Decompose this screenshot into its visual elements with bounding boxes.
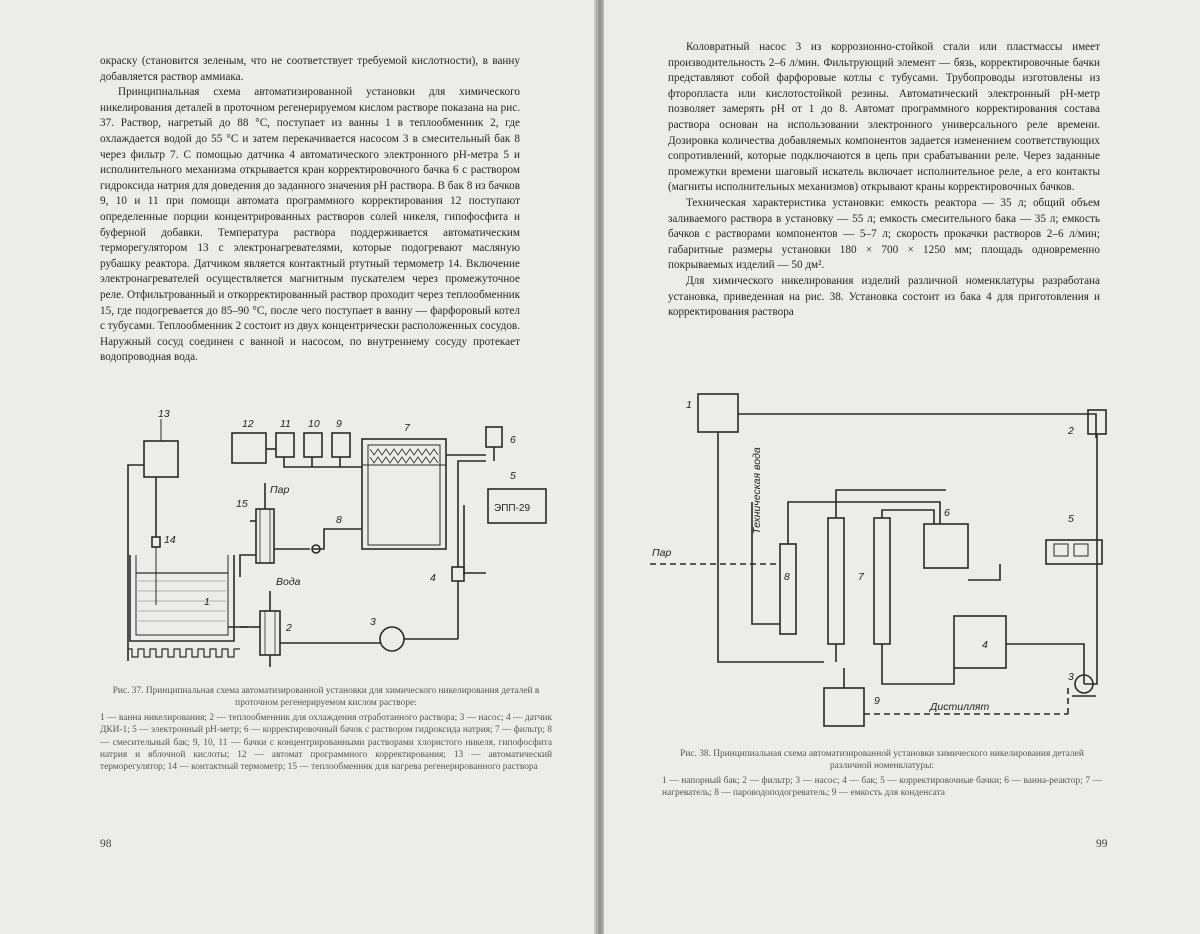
right-paragraph: Коловратный насос 3 из коррозионно-стойкой стали или пластмассы имеет производительность 2–6 л/мин. Фильтрующий элемент — бязь, корректировочные бачки представляют собой фарфоровые котлы с тубусами. Трубопроводы изготовлены из фторопласта или кислотостойкой резины. Автоматический электронный рН-метр позволяет замерять рН от 1 до 8. Автомат программного корректирования состава раствора основан на использовании электронного универсального реле времени. Дозировка количества добавляемых компонентов задается изменением соответствующих сопротивлений, которые подключаются в цепь при срабатывании реле. Через заданные промежутки времени шаговый искатель включает исполнительное реле, а его контакты (магниты исполнительных механизмов) открывают краны корректировочных бачков. (668, 41, 1100, 194)
reactor-6 (924, 524, 968, 568)
figure-38-diagram (648, 384, 1118, 744)
label-epp: ЭПП-29 (494, 503, 531, 514)
label-15: 15 (236, 498, 248, 510)
tank-11 (276, 433, 294, 457)
label-3: 3 (1068, 671, 1074, 683)
left-body-text (100, 54, 520, 366)
heater-7b (874, 518, 890, 644)
right-paragraph: Для химического никелирования изделий различной номенклатуры разработана установка, приведенная на рис. 38. Установка состоит из бака 4 для приготовления и корректирования раствора (668, 274, 1100, 319)
label-9: 9 (874, 695, 880, 707)
right-paragraph: Техническая характеристика установки: емкость реактора — 35 л; общий объем заливаемого раствора в установку — 55 л; емкость смесительного бака — 35 л; емкость бачков с растворами компонентов — 5–7 л; скорость прокачки растворов 2–6 л/мин; габаритные размеры установки 180 × 700 × 1250 мм; площадь одновременно покрываемых изделий — 50 дм². (668, 196, 1100, 272)
caption-legend: 1 — напорный бак; 2 — фильтр; 3 — насос; 4 — бак; 5 — корректировочные бачки; 6 — ванна-реактор; 7 — нагреватель; 8 — пароводоподогреватель; 9 — емкость для конденсата (662, 775, 1102, 799)
pressure-tank-1 (698, 394, 738, 432)
heat-exchanger-2 (260, 611, 280, 655)
label-4: 4 (982, 639, 988, 651)
label-11: 11 (280, 418, 291, 430)
left-paragraph: окраску (становится зеленым, что не соответствует требуемой кислотности), в ванну добавляется раствор аммиака. (100, 55, 520, 83)
label-8: 8 (784, 571, 790, 583)
label-10: 10 (308, 418, 320, 430)
label-2: 2 (1068, 425, 1074, 437)
right-page (604, 0, 1200, 934)
label-steam: Пар (652, 547, 672, 559)
pump-3 (380, 627, 404, 651)
nickeling-tank (130, 555, 234, 641)
page-number: 99 (1096, 838, 1108, 850)
tank-9 (332, 433, 350, 457)
heat-exchanger-15 (256, 509, 274, 563)
right-body-text (668, 40, 1100, 321)
caption-title: Рис. 38. Принципиальная схема автоматизированной установки химического никелирования деталей различной номенклатуры: (680, 749, 1084, 772)
left-paragraph: Принципиальная схема автоматизированной установки для химического никелирования деталей в проточном регенерируемом кислом растворе показана на рис. 37. Раствор, нагретый до 88 °С, поступает из ванны 1 в теплообменник 2, где охлаждается водой до 55 °С и затем перекачивается насосом 3 в смесительный бак 8 через фильтр 7. С помощью датчика 4 автоматического электронного рН-метра 5 и исполнительного механизма открывается кран корректировочного бачка 6 с раствором гидроксида натрия для доведения до заданного значения рН раствора. В бак 8 из бачков 9, 10 и 11 при помощи автомата программного корректирования 12 поступают определенные порции концентрированных растворов солей никеля, гипофосфита и буферной добавки. Температура раствора поддерживается автоматическим терморегулятором 13 с электронагревателями, которые подогревают масляную рубашку реактора. Датчиком является контактный ртутный термометр 14. Включение электронагревателей осуществляется магнитным пускателем через промежуточное реле. Отфильтрованный и откорректированный раствор проходит через теплообменник 15, где подогревается до 85–90 °С, после чего поступает в ванну — фарфоровый котел с тубусами. Теплообменник 2 состоит из двух концентрически расположенных сосудов. Наружный сосуд соединен с ванной и насосом, по внутреннему сосуду протекает водопроводная вода. (100, 86, 520, 364)
label-steam: Пар (270, 484, 290, 496)
figure-37-caption (100, 685, 552, 774)
label-5: 5 (510, 470, 516, 482)
label-7: 7 (858, 571, 864, 583)
thermostat-box (144, 441, 178, 477)
mixing-tank-8 (362, 439, 446, 549)
program-controller-12 (232, 433, 266, 463)
caption-title: Рис. 37. Принципиальная схема автоматизированной установки для химического никелирования деталей в проточном регенерируемом кислом растворе: (112, 686, 540, 709)
label-9: 9 (336, 418, 342, 430)
condensate-tank-9 (824, 688, 864, 726)
tank-4 (954, 616, 1006, 668)
label-distillate: Дистиллят (930, 701, 990, 713)
label-3: 3 (370, 616, 376, 628)
label-2: 2 (286, 622, 292, 634)
label-8: 8 (336, 514, 342, 526)
tank-10 (304, 433, 322, 457)
heater-7a (828, 518, 844, 644)
label-tech-water: Техническая вода (751, 447, 763, 534)
page-number: 98 (100, 838, 112, 850)
label-4: 4 (430, 572, 436, 584)
steam-heater-8 (780, 544, 796, 634)
label-13: 13 (158, 408, 170, 420)
caption-legend: 1 — ванна никелирования; 2 — теплообменник для охлаждения отработанного раствора; 3 — насос; 4 — датчик ДКИ-1; 5 — электронный рН-метр; 6 — корректировочный бачок с раствором гидроксида натрия; 7 — фильтр; 8 — смесительный бак; 9, 10, 11 — бачки с концентрированными растворами хлористого никеля, гипофосфита натрия и яблочной кислоты; 12 — автомат программного корректирования; 13 — автоматический терморегулятор; 14 — контактный термометр; 15 — теплообменник для нагрева регенерированного раствора (100, 712, 552, 773)
figure-38-caption (662, 748, 1102, 800)
label-14: 14 (164, 534, 176, 546)
label-1: 1 (204, 596, 210, 608)
label-6: 6 (510, 434, 516, 446)
label-water: Вода (276, 576, 301, 588)
label-12: 12 (242, 418, 254, 430)
left-page (0, 0, 596, 934)
correction-tank-6 (486, 427, 502, 447)
figure-37-diagram (100, 405, 560, 677)
label-1: 1 (686, 399, 692, 411)
label-6: 6 (944, 507, 950, 519)
label-7: 7 (404, 422, 410, 434)
label-5: 5 (1068, 513, 1074, 525)
